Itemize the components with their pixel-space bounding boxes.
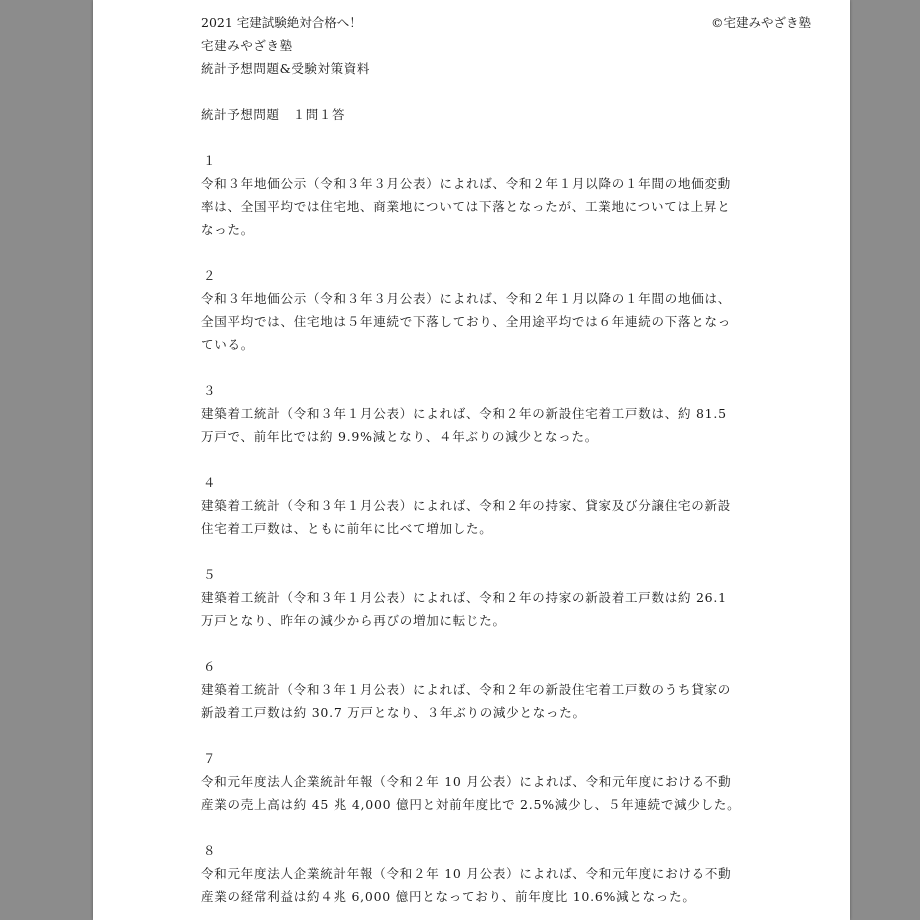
blank-line xyxy=(201,80,741,103)
question-text xyxy=(201,402,741,448)
question-number: ４ xyxy=(203,475,216,490)
question-item xyxy=(201,149,741,264)
question-text-line: 万戸となり、昨年の減少から再びの増加に転じた。 xyxy=(201,613,506,628)
question-item xyxy=(201,471,741,563)
question-text-line: 令和３年地価公示（令和３年３月公表）によれば、令和２年１月以降の１年間の地価変動 xyxy=(201,176,732,191)
question-list xyxy=(201,149,741,908)
question-text xyxy=(201,586,741,632)
question-text-line: 令和元年度法人企業統計年報（令和２年 10 月公表）によれば、令和元年度における不動 xyxy=(201,774,732,789)
question-text xyxy=(201,287,741,356)
question-number: ６ xyxy=(203,659,216,674)
question-text xyxy=(201,862,741,908)
question-text xyxy=(201,172,741,241)
blank-line xyxy=(201,126,741,149)
question-text-line: 率は、全国平均では住宅地、商業地については下落となったが、工業地については上昇と xyxy=(201,199,731,214)
question-text-line: 全国平均では、住宅地は５年連続で下落しており、全用途平均では６年連続の下落となっ xyxy=(201,314,732,329)
question-text-line: 産業の経常利益は約４兆 6,000 億円となっており、前年度比 10.6%減となった。 xyxy=(201,889,696,904)
question-item xyxy=(201,747,741,839)
blank-line xyxy=(201,448,741,471)
question-text-line: 建築着工統計（令和３年１月公表）によれば、令和２年の持家の新設着工戸数は約 26.1 xyxy=(201,590,727,605)
question-text xyxy=(201,678,741,724)
question-text xyxy=(201,494,741,540)
document-content xyxy=(201,11,811,908)
question-number: ８ xyxy=(203,843,216,858)
question-number: ７ xyxy=(203,751,216,766)
question-item xyxy=(201,563,741,655)
question-text-line: 産業の売上高は約 45 兆 4,000 億円と対前年度比で 2.5%減少し、５年連続で減少した。 xyxy=(201,797,741,812)
question-text-line: ている。 xyxy=(201,337,255,352)
blank-line xyxy=(201,632,741,655)
header-row xyxy=(201,11,811,34)
question-number: ３ xyxy=(203,383,216,398)
question-text-line: 住宅着工戸数は、ともに前年に比べて増加した。 xyxy=(201,521,493,536)
blank-line xyxy=(201,724,741,747)
question-number: ５ xyxy=(203,567,216,582)
question-text-line: 令和元年度法人企業統計年報（令和２年 10 月公表）によれば、令和元年度における不動 xyxy=(201,866,732,881)
question-item xyxy=(201,655,741,747)
question-text-line: 新設着工戸数は約 30.7 万戸となり、３年ぶりの減少となった。 xyxy=(201,705,586,720)
question-item xyxy=(201,839,741,908)
blank-line xyxy=(201,241,741,264)
blank-line xyxy=(201,540,741,563)
question-text-line: 建築着工統計（令和３年１月公表）によれば、令和２年の新設住宅着工戸数のうち貸家の xyxy=(201,682,732,697)
header-line3: 統計予想問題&受験対策資料 xyxy=(201,61,370,76)
header-top-left: 2021 宅建試験絶対合格へ！ xyxy=(201,15,362,30)
section-title: 統計予想問題 １問１答 xyxy=(201,107,346,122)
document-page xyxy=(93,0,850,920)
question-text-line: 建築着工統計（令和３年１月公表）によれば、令和２年の持家、貸家及び分譲住宅の新設 xyxy=(201,498,732,513)
question-text-line: 万戸で、前年比では約 9.9%減となり、４年ぶりの減少となった。 xyxy=(201,429,598,444)
question-text-line: 令和３年地価公示（令和３年３月公表）によれば、令和２年１月以降の１年間の地価は、 xyxy=(201,291,732,306)
question-item xyxy=(201,264,741,379)
question-number: １ xyxy=(203,153,216,168)
blank-line xyxy=(201,816,741,839)
question-number: ２ xyxy=(203,268,216,283)
header-copyright: ©宅建みやざき塾 xyxy=(710,15,811,30)
question-text xyxy=(201,770,741,816)
blank-line xyxy=(201,356,741,379)
question-item xyxy=(201,379,741,471)
question-text-line: なった。 xyxy=(201,222,255,237)
header-line2: 宅建みやざき塾 xyxy=(201,38,293,53)
question-text-line: 建築着工統計（令和３年１月公表）によれば、令和２年の新設住宅着工戸数は、約 81.5 xyxy=(201,406,727,421)
